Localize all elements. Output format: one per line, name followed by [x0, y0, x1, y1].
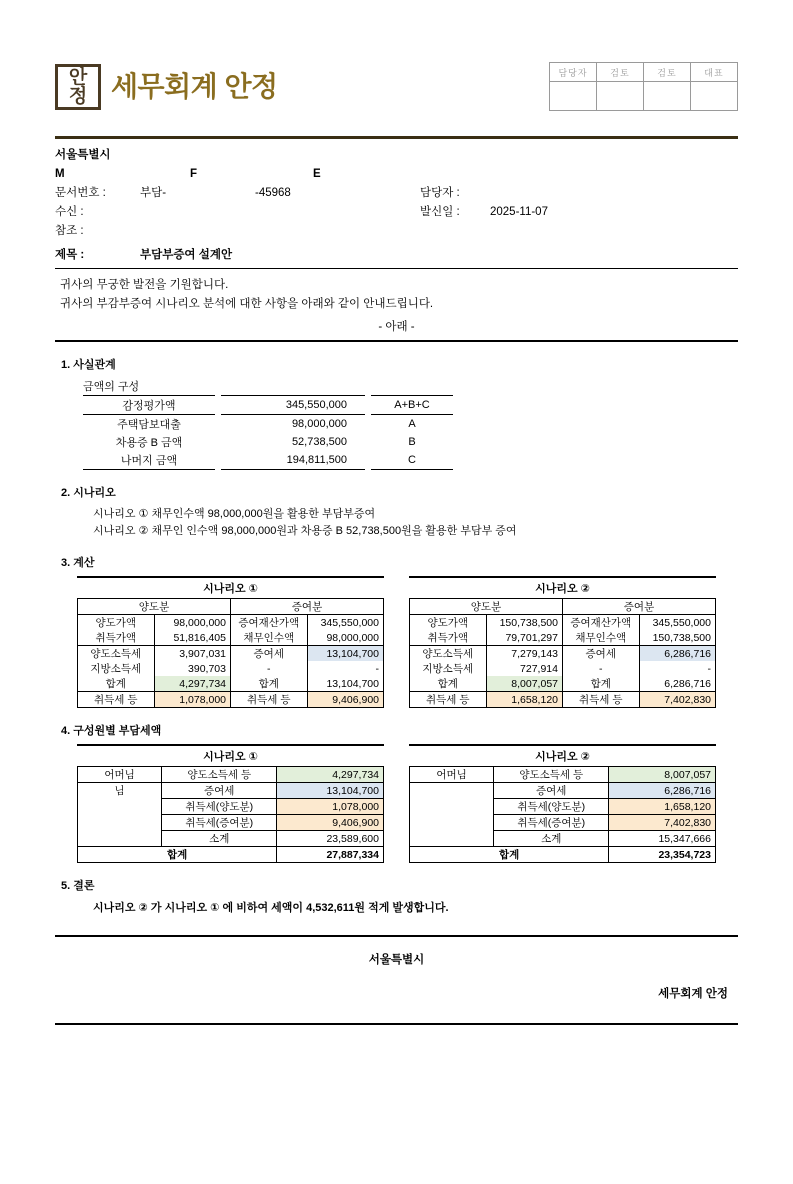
calc2-r5-lvalue: 1,658,120: [486, 692, 563, 708]
subject-value: 부담부증여 설계안: [140, 249, 233, 261]
member2-amount-1: 6,286,716: [609, 783, 716, 799]
member1-person-spacer-c: [78, 831, 162, 847]
member1-item-0: 양도소득세 등: [162, 767, 277, 783]
meta-email-label: E: [313, 168, 321, 180]
calc1-r4-llabel: 합계: [78, 676, 155, 692]
section4-tables: [77, 744, 716, 863]
member2-amount-2: 1,658,120: [609, 799, 716, 815]
calc1-r1-rlabel: 채무인수액: [231, 630, 308, 646]
member2-amount-0: 8,007,057: [609, 767, 716, 783]
table-row: [78, 799, 384, 815]
table-row: [78, 646, 384, 662]
table-row: [78, 661, 384, 676]
approval-col-3: 대표: [691, 63, 738, 82]
fact-name-1: 주택담보대출: [83, 415, 215, 434]
table-row: [78, 676, 384, 692]
calc1-r4-lvalue: 4,297,734: [154, 676, 231, 692]
calc2-r3-llabel: 지방소득세: [410, 661, 487, 676]
approval-stamp-box: [549, 62, 738, 111]
member2-person-1: 어머님: [410, 767, 494, 783]
calc2-r4-rlabel: 합계: [563, 676, 640, 692]
calc2-r4-lvalue: 8,007,057: [486, 676, 563, 692]
calc2-r1-rvalue: 150,738,500: [639, 630, 716, 646]
approval-signature-row: [550, 82, 738, 111]
calc2-r3-rvalue: -: [639, 661, 716, 676]
table-row: [410, 599, 716, 615]
fact-amount-0: 345,550,000: [221, 396, 365, 415]
calc2-r1-llabel: 취득가액: [410, 630, 487, 646]
table-row: [410, 615, 716, 631]
doc-number-prefix: 부담-: [140, 187, 167, 199]
member-block-scenario-1: [77, 744, 384, 863]
calc1-r3-rvalue: -: [307, 661, 384, 676]
calc1-r5-lvalue: 1,078,000: [154, 692, 231, 708]
member-block-scenario-2: [409, 744, 716, 863]
doc-number-suffix: -45968: [255, 187, 291, 199]
member2-total-label: 합계: [410, 847, 609, 863]
table-row: [410, 646, 716, 662]
meta-subject-line: [55, 246, 738, 268]
document-page: [0, 62, 793, 1184]
greeting-line-2: 귀사의 부감부증여 시나리오 분석에 대한 사항을 아래와 같이 안내드립니다.: [60, 298, 434, 310]
calc1-r5-llabel: 취득세 등: [78, 692, 155, 708]
section1-sublabel: 금액의 구성: [83, 381, 140, 393]
member2-amount-3: 7,402,830: [609, 815, 716, 831]
calc2-r0-rvalue: 345,550,000: [639, 615, 716, 631]
doc-number-label: 문서번호 :: [55, 187, 106, 199]
meta-fax-label: F: [190, 168, 198, 180]
calc1-r0-lvalue: 98,000,000: [154, 615, 231, 631]
logo-char-1: 안: [68, 67, 88, 88]
calc2-head-gift: 증여분: [563, 599, 716, 615]
table-row: [78, 692, 384, 708]
calc1-head-transfer: 양도분: [78, 599, 231, 615]
member2-person-spacer-b: [410, 815, 494, 831]
member1-item-3: 취득세(증여분): [162, 815, 277, 831]
calc2-r0-lvalue: 150,738,500: [486, 615, 563, 631]
meta-contact-line: [55, 165, 738, 184]
table-row: [410, 676, 716, 692]
calc1-r0-rvalue: 345,550,000: [307, 615, 384, 631]
calc2-r2-rvalue: 6,286,716: [639, 646, 716, 662]
calc-table-scenario-1: [77, 598, 384, 708]
document-meta: [55, 146, 738, 268]
calc2-r5-llabel: 취득세 등: [410, 692, 487, 708]
calc1-r3-lvalue: 390,703: [154, 661, 231, 676]
footer-divider-top: [55, 935, 738, 937]
fact-tag-2: B: [408, 436, 416, 448]
member1-person-spacer-a: [78, 799, 162, 815]
calc2-head-transfer: 양도분: [410, 599, 563, 615]
calc2-r2-llabel: 양도소득세: [410, 646, 487, 662]
section3-title: 3. 계산: [61, 557, 95, 569]
section3-tables: [77, 576, 716, 708]
member2-item-2: 취득세(양도분): [494, 799, 609, 815]
calc-block-scenario-1: [77, 576, 384, 708]
table-row: [410, 767, 716, 783]
calc1-r2-rvalue: 13,104,700: [307, 646, 384, 662]
greeting-line-1: 귀사의 무궁한 발전을 기원합니다.: [60, 279, 229, 291]
table-row: [78, 783, 384, 799]
document-header: [55, 62, 738, 134]
member1-total-amount: 27,887,334: [277, 847, 384, 863]
fact-amount-2: 52,738,500: [291, 436, 347, 448]
calc1-r1-llabel: 취득가액: [78, 630, 155, 646]
member1-person-spacer-b: [78, 815, 162, 831]
meta-receiver-line: [55, 203, 738, 222]
member1-amount-3: 9,406,900: [277, 815, 384, 831]
calc1-r0-rlabel: 증여재산가액: [231, 615, 308, 631]
fact-tag-1: A: [371, 415, 453, 434]
table-row: [78, 615, 384, 631]
member-title-2: 시나리오 ②: [409, 744, 716, 766]
table-row: [78, 767, 384, 783]
member2-person-spacer-c: [410, 831, 494, 847]
calc2-r5-rvalue: 7,402,830: [639, 692, 716, 708]
table-row: [83, 415, 453, 434]
approval-sign-3[interactable]: [691, 82, 738, 111]
section1-title: 1. 사실관계: [61, 359, 116, 371]
meta-mobile-label: M: [55, 168, 65, 180]
member2-total-amount: 23,354,723: [609, 847, 716, 863]
member-table-scenario-1: [77, 766, 384, 863]
approval-col-2: 검토: [644, 63, 691, 82]
member1-amount-4: 23,589,600: [277, 831, 384, 847]
footer-city: 서울특별시: [368, 954, 425, 966]
fact-name-2: 차용증 B 금액: [115, 437, 183, 449]
fact-amount-1: 98,000,000: [221, 415, 365, 434]
member-title-1: 시나리오 ①: [77, 744, 384, 766]
calc2-r4-rvalue: 6,286,716: [639, 676, 716, 692]
scenario-description-2: 시나리오 ② 채무인 인수액 98,000,000원과 차용증 B 52,738,500원을 활용한 부담부 증여: [93, 525, 517, 537]
calc2-r3-lvalue: 727,914: [486, 661, 563, 676]
table-row: [83, 451, 453, 470]
section5-title: 5. 결론: [61, 880, 95, 892]
calc2-r1-rlabel: 채무인수액: [563, 630, 640, 646]
calc2-r1-lvalue: 79,701,297: [486, 630, 563, 646]
table-row: [410, 783, 716, 799]
member1-total-label: 합계: [78, 847, 277, 863]
table-row: [410, 630, 716, 646]
calc1-r3-llabel: 지방소득세: [78, 661, 155, 676]
calc1-r4-rlabel: 합계: [231, 676, 308, 692]
calc1-r5-rvalue: 9,406,900: [307, 692, 384, 708]
member1-amount-1: 13,104,700: [277, 783, 384, 799]
table-row: [78, 831, 384, 847]
calc1-r4-rvalue: 13,104,700: [307, 676, 384, 692]
member2-person-spacer-a: [410, 799, 494, 815]
member2-item-4: 소계: [494, 831, 609, 847]
table-row: [410, 815, 716, 831]
calc1-head-gift: 증여분: [231, 599, 384, 615]
table-row: [78, 630, 384, 646]
receiver-label: 수신 :: [55, 206, 84, 218]
logo-mark-icon: [55, 64, 101, 110]
meta-docno-line: [55, 184, 738, 203]
table-row: [78, 847, 384, 863]
calc1-r2-rlabel: 증여세: [231, 646, 308, 662]
table-row: [410, 799, 716, 815]
member1-amount-2: 1,078,000: [277, 799, 384, 815]
member2-item-0: 양도소득세 등: [494, 767, 609, 783]
send-date-label: 발신일 :: [420, 206, 460, 218]
calc-table-scenario-2: [409, 598, 716, 708]
member2-item-3: 취득세(증여분): [494, 815, 609, 831]
table-row: [78, 815, 384, 831]
calc-title-1: 시나리오 ①: [77, 576, 384, 598]
reference-label: 참조 :: [55, 225, 84, 237]
greeting-divider: [55, 340, 738, 342]
member-table-scenario-2: [409, 766, 716, 863]
table-row: [83, 396, 453, 415]
calc2-r0-rlabel: 증여재산가액: [563, 615, 640, 631]
scenario-description-1: 시나리오 ① 채무인수액 98,000,000원을 활용한 부담부증여: [93, 508, 376, 520]
member1-person-2: 님: [78, 783, 162, 799]
send-date-value: 2025-11-07: [490, 206, 548, 218]
greeting-block: [55, 269, 738, 318]
calc2-r2-lvalue: 7,279,143: [486, 646, 563, 662]
conclusion-text: 시나리오 ② 가 시나리오 ① 에 비하여 세액이 4,532,611원 적게 발생합니다.: [93, 902, 449, 914]
meta-city: 서울특별시: [55, 149, 111, 161]
table-row: [410, 831, 716, 847]
approval-sign-1[interactable]: [597, 82, 644, 111]
fact-amount-table: [83, 395, 453, 470]
member1-person-1: 어머님: [78, 767, 162, 783]
section2-title: 2. 시나리오: [61, 487, 116, 499]
calc1-r2-llabel: 양도소득세: [78, 646, 155, 662]
footer-divider-bottom: [55, 1023, 738, 1025]
calc2-r0-llabel: 양도가액: [410, 615, 487, 631]
fact-tag-0: A+B+C: [371, 396, 453, 415]
meta-city-line: [55, 146, 738, 165]
calc2-r4-llabel: 합계: [410, 676, 487, 692]
table-row: [410, 692, 716, 708]
table-row: [410, 847, 716, 863]
brand-title: 세무회계 안정: [111, 71, 278, 102]
fact-tag-3: C: [371, 451, 453, 470]
member1-item-1: 증여세: [162, 783, 277, 799]
calc1-r0-llabel: 양도가액: [78, 615, 155, 631]
below-marker: - 아래 -: [378, 321, 415, 333]
calc-block-scenario-2: [409, 576, 716, 708]
logo-char-2: 정: [68, 86, 88, 107]
section4-title: 4. 구성원별 부담세액: [61, 725, 162, 737]
calc1-r1-lvalue: 51,816,405: [154, 630, 231, 646]
table-row: [78, 599, 384, 615]
approval-sign-2[interactable]: [644, 82, 691, 111]
calc2-r2-rlabel: 증여세: [563, 646, 640, 662]
fact-amount-3: 194,811,500: [221, 451, 365, 470]
approval-col-1: 검토: [597, 63, 644, 82]
member2-item-1: 증여세: [494, 783, 609, 799]
approval-col-0: 담당자: [550, 63, 597, 82]
approval-header-row: [550, 63, 738, 82]
header-divider: [55, 136, 738, 139]
calc-title-2: 시나리오 ②: [409, 576, 716, 598]
fact-name-3: 나머지 금액: [83, 451, 215, 470]
member2-person-2: [410, 783, 494, 799]
calc1-r2-lvalue: 3,907,031: [154, 646, 231, 662]
calc2-r5-rlabel: 취득세 등: [563, 692, 640, 708]
calc1-r1-rvalue: 98,000,000: [307, 630, 384, 646]
member1-item-2: 취득세(양도분): [162, 799, 277, 815]
subject-label: 제목 :: [55, 249, 85, 261]
table-row: [83, 433, 453, 451]
member1-item-4: 소계: [162, 831, 277, 847]
calc1-r5-rlabel: 취득세 등: [231, 692, 308, 708]
manager-label: 담당자 :: [420, 187, 460, 199]
approval-sign-0[interactable]: [550, 82, 597, 111]
fact-name-0: 감정평가액: [83, 396, 215, 415]
member2-amount-4: 15,347,666: [609, 831, 716, 847]
footer-firm: 세무회계 안정: [658, 988, 728, 1000]
calc1-r3-rlabel: -: [231, 661, 308, 676]
brand-logo: [55, 64, 278, 110]
member1-amount-0: 4,297,734: [277, 767, 384, 783]
meta-reference-line: [55, 222, 738, 241]
calc2-r3-rlabel: -: [563, 661, 640, 676]
table-row: [410, 661, 716, 676]
